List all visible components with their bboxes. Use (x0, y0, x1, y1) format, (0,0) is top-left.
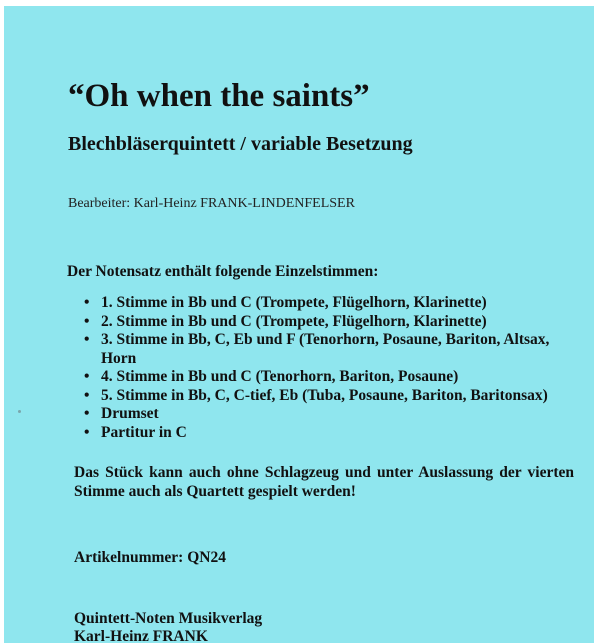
part-text: Partitur in C (101, 423, 187, 441)
arranger-credit: Bearbeiter: Karl-Heinz FRANK-LINDENFELSER (68, 196, 355, 211)
list-item (84, 313, 584, 332)
bullet-icon: • (84, 405, 90, 422)
part-text: 4. Stimme in Bb und C (Tenorhorn, Bariton, Posaune) (101, 368, 459, 385)
list-item (84, 331, 584, 368)
list-item (84, 368, 584, 387)
part-text: 5. Stimme in Bb, C, C-tief, Eb (Tuba, Posaune, Bariton, Baritonsax) (101, 386, 548, 404)
bullet-icon: • (84, 312, 90, 330)
page-subtitle: Blechbläserquintett / variable Besetzung (68, 133, 413, 155)
publisher-block (74, 610, 262, 643)
list-item (84, 405, 584, 424)
parts-heading: Der Notensatz enthält folgende Einzelstimmen: (67, 263, 379, 280)
list-item (84, 387, 584, 406)
publisher-owner: Karl-Heinz FRANK (74, 628, 208, 643)
bullet-icon: • (84, 423, 90, 441)
document-page (4, 6, 594, 643)
page-title: “Oh when the saints” (68, 78, 370, 114)
part-text: 3. Stimme in Bb, C, Eb und F (Tenorhorn, Posaune, Bariton, Altsax, Horn (101, 331, 550, 367)
list-item (84, 424, 584, 443)
article-number: Artikelnummer: QN24 (74, 549, 226, 566)
bullet-icon: • (84, 368, 90, 385)
quartet-note: Das Stück kann auch ohne Schlagzeug und unter Auslassung der vierten Stimme auch als Quartett gespielt werden! (74, 464, 574, 500)
parts-list (84, 294, 584, 442)
publisher-name: Quintett-Noten Musikverlag (74, 610, 263, 627)
part-text: 2. Stimme in Bb und C (Trompete, Flügelhorn, Klarinette) (101, 312, 487, 330)
bullet-icon: • (84, 294, 90, 311)
part-text: 1. Stimme in Bb und C (Trompete, Flügelhorn, Klarinette) (101, 294, 487, 311)
scan-speck (18, 410, 21, 413)
list-item (84, 294, 584, 313)
part-text: Drumset (101, 405, 159, 422)
bullet-icon: • (84, 386, 90, 404)
bullet-icon: • (84, 331, 90, 348)
